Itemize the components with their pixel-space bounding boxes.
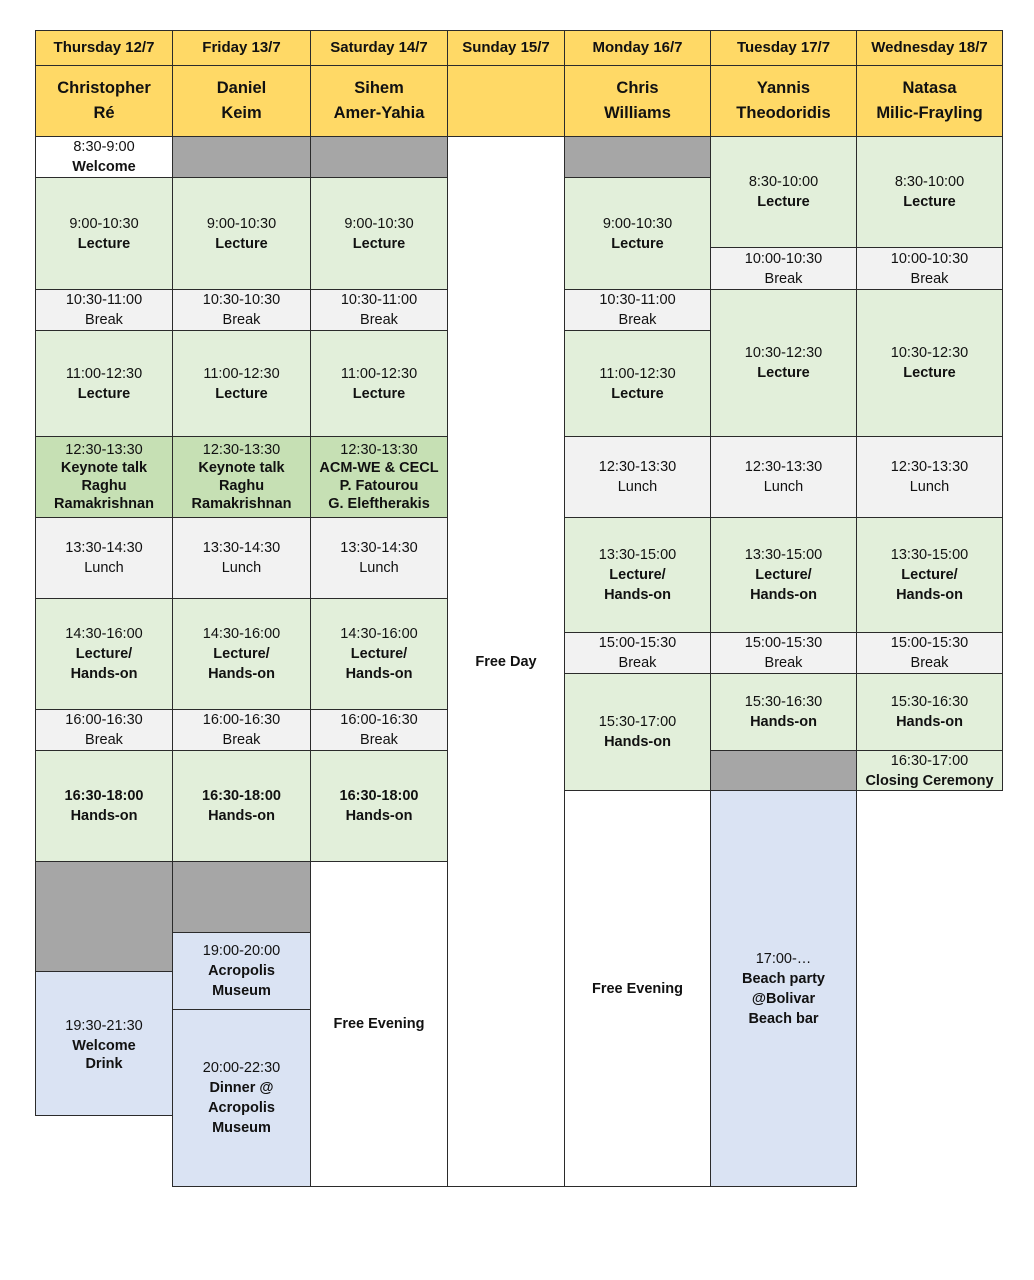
day-label: Tuesday 17/7 — [736, 39, 831, 56]
mon-lecture-2 — [564, 330, 711, 437]
session-title: Break — [618, 312, 657, 328]
fri-lecture-1 — [172, 177, 311, 290]
sat-hands-on — [310, 750, 448, 862]
speaker-first: Chris — [616, 79, 659, 97]
session-title: Lecture — [215, 385, 268, 402]
session-title: Lecture — [352, 385, 406, 402]
session-title: Break — [360, 732, 398, 748]
session-title: Welcome — [72, 1037, 136, 1054]
mon-free-evening — [564, 790, 711, 1187]
session-time: 10:30-11:00 — [65, 292, 143, 308]
session-title: Lunch — [763, 479, 804, 495]
sat-free-evening — [310, 861, 448, 1187]
session-title: Lunch — [359, 560, 399, 576]
session-time: 19:30-21:30 — [65, 1017, 143, 1034]
session-time: 12:30-13:30 — [65, 442, 143, 458]
session-title: Break — [222, 312, 261, 328]
tue-beach-party — [710, 790, 857, 1187]
tue-hands-on — [710, 673, 857, 751]
session-title: Lecture — [757, 194, 810, 210]
session-time: 17:00-… — [755, 950, 812, 967]
session-time: 16:00-16:30 — [202, 712, 281, 728]
tue-break-1 — [710, 247, 857, 290]
fri-break-2 — [172, 709, 311, 751]
mon-break-1 — [564, 289, 711, 331]
sat-lunch — [310, 517, 448, 599]
thu-hands-on — [35, 750, 173, 862]
session-title: Lecture/ — [901, 567, 958, 583]
session-title: Hands-on — [750, 587, 817, 603]
tue-lecture-1 — [710, 136, 857, 248]
session-title: Hands-on — [208, 808, 275, 824]
day-header-saturday — [310, 30, 448, 66]
session-title: Break — [222, 732, 261, 748]
session-time: 10:30-12:30 — [744, 345, 823, 361]
session-time: 13:30-15:00 — [744, 547, 823, 563]
thu-lecture-1 — [35, 177, 173, 290]
session-time: 11:00-12:30 — [203, 365, 280, 382]
speaker-first: Daniel — [216, 79, 267, 97]
session-title: Lecture — [611, 235, 664, 252]
tue-lecture-2 — [710, 289, 857, 437]
session-time: 8:30-10:00 — [894, 174, 965, 190]
session-title: Lecture/ — [350, 646, 408, 662]
day-label: Sunday 15/7 — [462, 39, 550, 56]
day-label: Saturday 14/7 — [330, 39, 428, 56]
session-time: 10:30-11:00 — [599, 292, 676, 308]
session-title: Lunch — [617, 479, 658, 495]
session-location: Beach bar — [748, 1010, 819, 1027]
session-time: 15:30-16:30 — [890, 694, 969, 710]
session-title: Break — [764, 270, 803, 287]
mon-empty-slot — [564, 136, 711, 178]
session-time: 16:30-18:00 — [64, 788, 144, 804]
session-title: Keynote talk — [60, 460, 148, 476]
session-title: Free Evening — [591, 980, 684, 997]
thu-keynote — [35, 436, 173, 518]
sat-break-2 — [310, 709, 448, 751]
mon-hands-on — [564, 673, 711, 791]
wed-lecture-2 — [856, 289, 1003, 437]
thu-lecture-3 — [35, 598, 173, 710]
speaker-first: Natasa — [902, 79, 957, 97]
day-header-monday — [564, 30, 711, 66]
thu-welcome-session — [35, 136, 173, 178]
speaker-last: Milic-Frayling — [876, 104, 983, 122]
session-time: 11:00-12:30 — [599, 365, 676, 382]
speaker-monday — [564, 65, 711, 137]
speaker-wednesday — [856, 65, 1003, 137]
speaker-thursday — [35, 65, 173, 137]
session-time: 11:00-12:30 — [340, 365, 418, 382]
day-header-friday — [172, 30, 311, 66]
session-title: Hands-on — [70, 808, 138, 824]
session-time: 9:00-10:30 — [602, 215, 673, 232]
session-title: Lecture — [757, 365, 810, 381]
session-title: Lunch — [84, 560, 124, 576]
sat-empty-slot — [310, 136, 448, 178]
session-time: 16:00-16:30 — [340, 712, 418, 728]
session-time: 16:30-18:00 — [339, 788, 419, 804]
fri-hands-on — [172, 750, 311, 862]
speaker-last: Williams — [604, 104, 671, 122]
session-speaker: P. Fatourou — [339, 478, 419, 494]
session-title: Lecture — [903, 365, 956, 381]
session-time: 12:30-13:30 — [890, 459, 969, 475]
session-time: 13:30-14:30 — [340, 540, 418, 556]
session-title: Lecture/ — [609, 567, 666, 583]
session-time: 10:00-10:30 — [890, 250, 969, 267]
session-title: Break — [618, 655, 657, 671]
session-title: Hands-on — [896, 714, 963, 730]
tue-lecture-3 — [710, 517, 857, 633]
session-location: @Bolivar — [751, 990, 816, 1007]
keynote-speaker: Ramakrishnan — [54, 496, 154, 512]
speaker-last: Amer-Yahia — [333, 104, 425, 122]
thu-break-2 — [35, 709, 173, 751]
fri-dinner — [172, 1009, 311, 1187]
session-title: Lecture — [77, 235, 131, 252]
session-time: 15:00-15:30 — [598, 635, 677, 651]
session-title: Lecture — [903, 194, 956, 210]
day-label: Wednesday 18/7 — [871, 39, 988, 56]
speaker-last: Keim — [221, 104, 262, 122]
session-title: Hands-on — [604, 587, 671, 603]
fri-keynote — [172, 436, 311, 518]
session-speaker: G. Eleftherakis — [328, 496, 430, 512]
session-title: Break — [85, 732, 123, 748]
wed-hands-on — [856, 673, 1003, 751]
session-time: 12:30-13:30 — [340, 442, 418, 458]
session-time: 10:30-11:00 — [340, 292, 418, 308]
speaker-tuesday — [710, 65, 857, 137]
fri-break-1 — [172, 289, 311, 331]
session-title: Lunch — [221, 560, 262, 576]
sat-lecture-1 — [310, 177, 448, 290]
session-title: Lecture/ — [75, 646, 133, 662]
tue-lunch — [710, 436, 857, 518]
session-title: Hands-on — [345, 666, 413, 682]
tue-break-2 — [710, 632, 857, 674]
keynote-speaker: Raghu — [218, 478, 265, 494]
session-title: Hands-on — [896, 587, 963, 603]
session-title: Hands-on — [208, 666, 275, 682]
session-title: Acropolis — [208, 963, 275, 979]
session-time: 10:30-12:30 — [890, 345, 969, 361]
session-title: Lecture/ — [213, 646, 270, 662]
speaker-first: Yannis — [756, 79, 811, 97]
day-header-tuesday — [710, 30, 857, 66]
session-time: 15:00-15:30 — [744, 635, 823, 651]
session-time: 14:30-16:00 — [340, 626, 418, 642]
session-time: 15:30-17:00 — [598, 714, 677, 730]
session-time: 19:00-20:00 — [202, 943, 281, 959]
wed-lunch — [856, 436, 1003, 518]
thu-lecture-2 — [35, 330, 173, 437]
session-time: 12:30-13:30 — [202, 442, 281, 458]
keynote-speaker: Raghu — [81, 478, 127, 494]
session-time: 8:30-10:00 — [748, 174, 819, 190]
session-title: Lunch — [909, 479, 950, 495]
session-title: Hands-on — [345, 808, 413, 824]
session-title: Keynote talk — [198, 460, 285, 476]
session-title: ACM-WE & CECL — [319, 460, 439, 476]
sat-break-1 — [310, 289, 448, 331]
session-time: 10:30-10:30 — [202, 292, 281, 308]
session-time: 8:30-9:00 — [73, 139, 135, 155]
session-time: 14:30-16:00 — [65, 626, 143, 642]
wed-lecture-1 — [856, 136, 1003, 248]
session-time: 12:30-13:30 — [744, 459, 823, 475]
session-title: Drink — [85, 1055, 123, 1072]
sat-lecture-3 — [310, 598, 448, 710]
mon-lunch — [564, 436, 711, 518]
thu-lunch — [35, 517, 173, 599]
keynote-speaker: Ramakrishnan — [191, 496, 292, 512]
day-label: Friday 13/7 — [202, 39, 281, 56]
session-title: Hands-on — [750, 714, 817, 730]
session-title: Welcome — [72, 159, 136, 175]
fri-museum-visit — [172, 932, 311, 1010]
day-header-sunday — [447, 30, 565, 66]
session-time: 16:00-16:30 — [65, 712, 143, 728]
wed-break-2 — [856, 632, 1003, 674]
session-title: Free Evening — [333, 1016, 425, 1032]
session-title: Lecture — [611, 385, 664, 402]
session-title: Break — [764, 655, 803, 671]
session-time: 10:00-10:30 — [744, 250, 823, 267]
session-time: 9:00-10:30 — [69, 215, 139, 232]
sun-free-day — [447, 136, 565, 1187]
session-time: 12:30-13:30 — [598, 459, 677, 475]
speaker-last: Ré — [93, 104, 115, 122]
session-title: Break — [910, 655, 949, 671]
session-time: 14:30-16:00 — [202, 626, 281, 642]
speaker-last: Theodoridis — [736, 104, 831, 122]
day-header-wednesday — [856, 30, 1003, 66]
speaker-sunday — [447, 65, 565, 137]
session-time: 11:00-12:30 — [65, 365, 143, 382]
fri-empty-slot-evening — [172, 861, 311, 933]
session-time: 13:30-14:30 — [65, 540, 143, 556]
tue-empty-slot — [710, 750, 857, 791]
sat-lecture-2 — [310, 330, 448, 437]
session-title: Lecture — [77, 385, 131, 402]
session-title: Beach party — [741, 970, 825, 987]
session-time: 15:00-15:30 — [890, 635, 969, 651]
session-title: Lecture — [215, 235, 268, 252]
session-title: Free Day — [475, 653, 537, 670]
session-title: Break — [360, 312, 398, 328]
session-time: 16:30-18:00 — [202, 788, 281, 804]
session-title: Dinner @ — [209, 1080, 274, 1096]
fri-lecture-3 — [172, 598, 311, 710]
session-title: Lecture/ — [755, 567, 812, 583]
session-time: 9:00-10:30 — [206, 215, 277, 232]
fri-empty-slot — [172, 136, 311, 178]
speaker-first: Christopher — [57, 79, 151, 97]
wed-lecture-3 — [856, 517, 1003, 633]
session-time: 15:30-16:30 — [744, 694, 823, 710]
session-time: 16:30-17:00 — [890, 752, 969, 769]
thu-welcome-drink — [35, 971, 173, 1116]
session-title: Hands-on — [604, 734, 671, 750]
session-time: 13:30-15:00 — [598, 547, 677, 563]
session-title: Break — [910, 270, 949, 287]
session-title: Museum — [212, 1120, 271, 1136]
mon-break-2 — [564, 632, 711, 674]
wed-closing-ceremony — [856, 750, 1003, 791]
thu-empty-slot — [35, 861, 173, 972]
wed-break-1 — [856, 247, 1003, 290]
session-time: 20:00-22:30 — [202, 1060, 281, 1076]
session-title: Acropolis — [208, 1100, 275, 1116]
mon-lecture-3 — [564, 517, 711, 633]
speaker-first: Sihem — [354, 79, 404, 97]
session-title: Hands-on — [70, 666, 138, 682]
fri-lunch — [172, 517, 311, 599]
session-title: Closing Ceremony — [865, 772, 994, 789]
session-time: 13:30-15:00 — [890, 547, 969, 563]
speaker-friday — [172, 65, 311, 137]
mon-lecture-1 — [564, 177, 711, 290]
session-title: Break — [85, 312, 123, 328]
day-label: Monday 16/7 — [592, 39, 683, 56]
day-header-thursday — [35, 30, 173, 66]
thu-break-1 — [35, 289, 173, 331]
session-time: 13:30-14:30 — [202, 540, 281, 556]
fri-lecture-2 — [172, 330, 311, 437]
session-title: Lecture — [352, 235, 406, 252]
speaker-saturday — [310, 65, 448, 137]
sat-acm-session — [310, 436, 448, 518]
session-title: Museum — [212, 983, 271, 999]
session-time: 9:00-10:30 — [344, 215, 414, 232]
day-label: Thursday 12/7 — [53, 39, 155, 56]
